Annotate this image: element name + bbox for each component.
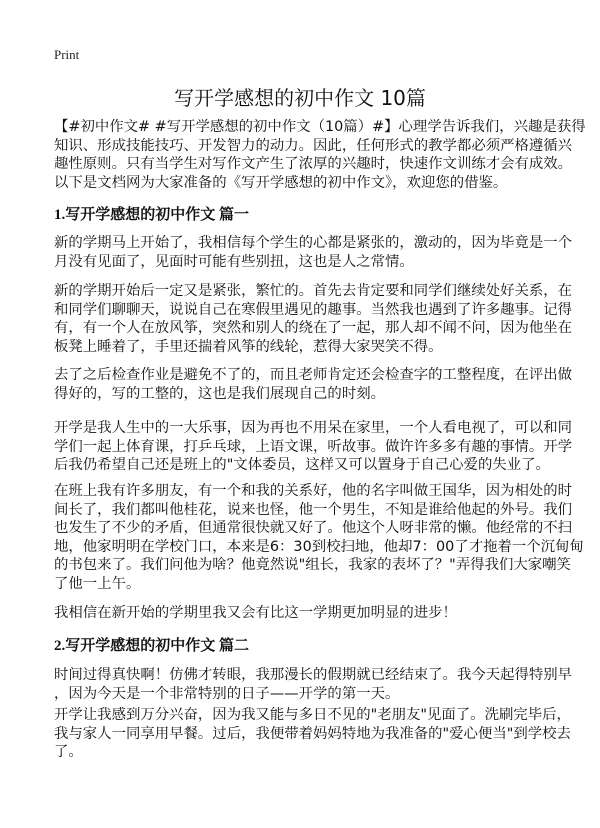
text-line: 间长了，我们都叫他桂花，说来也怪，他一个男生，不知是谁给他起的外号。我们 [54, 501, 573, 518]
paragraph [54, 706, 571, 762]
intro-paragraph [54, 118, 586, 192]
text-line: 时间过得真快啊！仿佛才转眼，我那漫长的假期就已经结束了。我今天起得特别早 [54, 667, 573, 683]
text-line: 我与家人一同享用早餐。过后，我便带着妈妈特地为我准备的"爱心便当"到学校去 [54, 725, 571, 742]
section-heading: 1.写开学感想的初中作文 篇一 [54, 207, 250, 223]
text-line: 得好的，写的工整的，这也是我们展现自己的时刻。 [54, 385, 385, 402]
text-line: ，因为今天是一个非常特别的日子——开学的第一天。 [54, 685, 400, 702]
text-line: 和同学们聊聊天，说说自己在寒假里遇见的趣事。当然我也遇到了许多趣事。记得 [54, 301, 573, 318]
paragraph [54, 604, 554, 623]
paragraph [54, 366, 573, 403]
text-line: 去了之后检查作业是避免不了的，而且老师肯定还会检查字的工整程度，在评出做 [54, 367, 573, 383]
paragraph [54, 666, 573, 703]
text-line: 学们一起上体育课，打乒乓球，上语文课，听故事。做许许多多有趣的事情。开学 [54, 438, 573, 455]
paragraph [54, 234, 573, 271]
text-line: 在班上我有许多朋友，有一个和我的关系好，他的名字叫做王国华，因为相处的时 [54, 483, 573, 499]
text-line: 有，有一个人在放风筝，突然和别人的绕在了一起，那人却不闻不问，因为他坐在 [54, 320, 573, 336]
text-line: 我相信在新开始的学期里我又会有比这一学期更加明显的进步！ [54, 605, 457, 621]
section-heading: 2.写开学感想的初中作文 篇二 [54, 638, 250, 654]
document-title: 写开学感想的初中作文 10篇 [174, 86, 426, 110]
text-line: 【#初中作文# #写开学感想的初中作文（10篇）#】心理学告诉我们，兴趣是获得 [54, 119, 586, 135]
text-line: 开学让我感到万分兴奋，因为我又能与多日不见的"老朋友"见面了。洗刷完毕后， [54, 707, 571, 723]
text-line: 开学是我人生中的一大乐事，因为再也不用呆在家里，一个人看电视了，可以和同 [54, 420, 573, 436]
text-line: 地，他家明明在学校门口，本来是6：30到校扫地，他却7：00了才拖着一个沉甸甸 [54, 538, 584, 555]
text-line: 新的学期开始后一定又是紧张，繁忙的。首先去肯定要和同学们继续处好关系，在 [54, 283, 573, 299]
text-line: 以下是文档网为大家准备的《写开学感想的初中作文》，欢迎您的借鉴。 [54, 174, 508, 191]
text-line: 板凳上睡着了，手里还揣着风筝的线轮，惹得大家哭笑不得。 [54, 338, 443, 355]
text-line: 新的学期马上开始了，我相信每个学生的心都是紧张的，激动的，因为毕竟是一个 [54, 235, 573, 251]
text-line: 趣性原则。只有当学生对写作文产生了浓厚的兴趣时，快速作文训练才会有成效。 [54, 156, 573, 172]
text-line: 月没有见面了，见面时可能有些别扭，这也是人之常情。 [54, 253, 414, 270]
text-line: 知识、形成技能技巧、开发智力的动力。因此，任何形式的教学都必须严格遵循兴 [54, 137, 573, 154]
text-line: 的书包来了。我们问他为啥？他竟然说"组长，我家的表坏了？"弄得我们大家嘲笑 [54, 557, 571, 573]
text-line: 了。 [54, 744, 83, 760]
print-link[interactable]: Print [54, 47, 80, 62]
paragraph [54, 419, 573, 475]
paragraph [54, 282, 573, 356]
paragraph [54, 482, 584, 593]
text-line: 也发生了不少的矛盾，但通常很快就又好了。他这个人呀非常的懒。他经常的不扫 [54, 520, 573, 536]
text-line: 后我仍希望自己还是班上的"文体委员，这样又可以置身于自己心爱的失业了。 [54, 457, 550, 473]
text-line: 了他一上午。 [54, 575, 141, 592]
